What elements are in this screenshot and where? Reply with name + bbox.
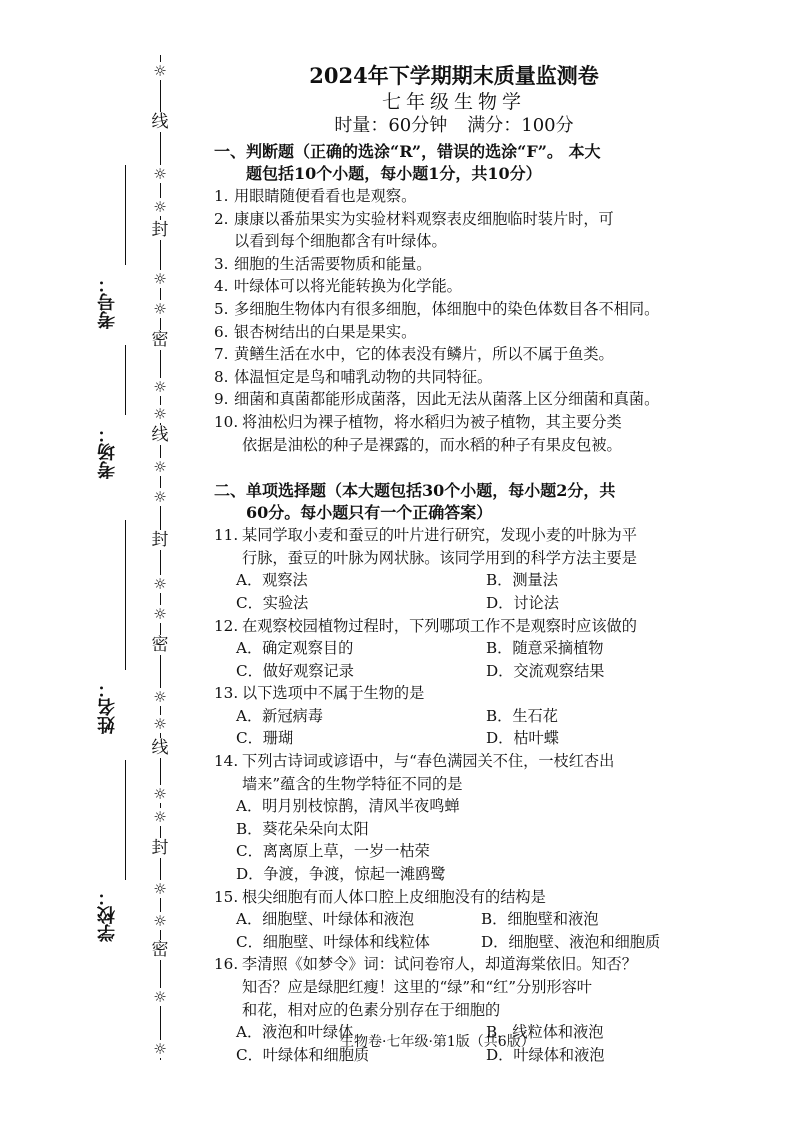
option-c: C．珊瑚 [236, 729, 294, 748]
sun-icon: ☼ [151, 808, 169, 826]
judge-item-5 [214, 298, 694, 321]
time-limit: 时量：60分钟 [334, 115, 448, 136]
question-text: 下列古诗词或谚语中，与“春色满园关不住，一枝红杏出 [242, 752, 615, 771]
option-c: C．实验法 [236, 593, 309, 612]
option-b: B．生石花 [486, 706, 558, 725]
time-and-score [214, 114, 694, 138]
judge-item-3 [214, 253, 694, 276]
subject-line: 七年级生物学 [381, 91, 526, 113]
option-a: A．新冠病毒 [236, 706, 323, 725]
field-exam-room-label: 考场： [97, 425, 118, 479]
sun-icon: ☼ [151, 198, 169, 216]
sun-icon: ☼ [151, 378, 169, 396]
page-footer: 生物卷·七年级·第1版（共6版） [340, 1034, 535, 1050]
question-text: 知否？应是绿肥红瘦！这里的“绿”和“红”分别形容叶 [242, 978, 592, 996]
binding-char-xian-2: 线 [151, 425, 169, 445]
option-c: C．做好观察记录 [236, 661, 354, 680]
question-14-options [214, 795, 694, 885]
binding-char-mi-3: 密 [151, 940, 169, 960]
field-name-label: 姓名： [97, 680, 118, 734]
item-number: 1. [214, 187, 229, 205]
question-12-options [214, 637, 694, 682]
binding-char-xian-3: 线 [151, 738, 169, 758]
field-name-blank [125, 520, 126, 670]
item-text: 细菌和真菌都能形成菌落，因此无法从菌落上区分细菌和真菌。 [234, 390, 660, 409]
field-exam-number-label: 考号： [97, 275, 118, 329]
sun-icon: ☼ [151, 688, 169, 706]
item-number: 4. [214, 277, 229, 296]
question-13-options [214, 705, 694, 750]
judge-item-4 [214, 275, 694, 298]
question-text: 以下选项中不属于生物的是 [242, 684, 425, 703]
sun-icon: ☼ [151, 62, 169, 80]
sun-icon: ☼ [151, 270, 169, 288]
item-text: 体温恒定是鸟和哺乳动物的共同特征。 [234, 367, 493, 386]
item-text: 细胞的生活需要物质和能量。 [234, 254, 432, 273]
field-name [95, 520, 139, 760]
judge-item-9 [214, 388, 694, 411]
item-text: 黄鳝生活在水中，它的体表没有鳞片，所以不属于鱼类。 [234, 345, 614, 364]
question-16 [214, 953, 694, 1021]
sun-icon: ☼ [151, 715, 169, 733]
section-1-heading-line2: 题包括10个小题，每小题1分，共10分） [246, 164, 542, 183]
judge-item-2 [214, 208, 694, 253]
binding-char-feng-2: 封 [151, 530, 169, 550]
item-number: 7. [214, 345, 229, 364]
sun-icon: ☼ [151, 458, 169, 476]
option-a: A．观察法 [236, 571, 308, 590]
sun-icon: ☼ [151, 405, 169, 423]
question-text: 墙来”蕴含的生物学特征不同的是 [242, 774, 463, 793]
sun-icon: ☼ [151, 605, 169, 623]
item-text: 叶绿体可以将光能转换为化学能。 [234, 277, 462, 296]
section-1-heading [214, 141, 694, 185]
section-2-heading-line1: 二、单项选择题（本大题包括30个小题，每小题2分，共 [214, 481, 616, 501]
item-text: 银杏树结出的白果是果实。 [234, 322, 417, 341]
option-b: B．测量法 [486, 571, 558, 590]
sun-icon: ☼ [151, 300, 169, 318]
option-d: D．争渡，争渡，惊起一滩鸥鹭 [236, 865, 446, 884]
option-b: B．随意采摘植物 [486, 639, 604, 658]
sun-icon: ☼ [151, 785, 169, 803]
option-d: D．叶绿体和液泡 [486, 1045, 605, 1064]
question-12 [214, 615, 694, 638]
judge-item-7 [214, 343, 694, 366]
option-c: C．离离原上草，一岁一枯荣 [236, 842, 430, 861]
exam-paper [214, 62, 694, 1066]
sun-icon: ☼ [151, 575, 169, 593]
item-text: 将油松归为裸子植物，将水稻归为被子植物，其主要分类 [242, 412, 622, 431]
option-a: A．确定观察目的 [236, 639, 354, 658]
option-b: B．葵花朵朵向太阳 [236, 819, 369, 838]
item-number: 6. [214, 322, 229, 341]
item-text: 依据是油松的种子是裸露的，而水稻的种子有果皮包被。 [242, 435, 622, 454]
option-c: C．细胞壁、叶绿体和线粒体 [236, 932, 430, 951]
option-d: D．细胞壁、液泡和细胞质 [481, 932, 661, 951]
binding-char-xian-1: 线 [151, 112, 169, 132]
section-2-heading-line2: 60分。每小题只有一个正确答案） [246, 503, 493, 523]
question-text: 和花，相对应的色素分别存在于细胞的 [242, 1000, 501, 1019]
question-text: 行脉，蚕豆的叶脉为网状脉。该同学用到的科学方法主要是 [242, 548, 637, 567]
option-a: A．液泡和叶绿体 [236, 1023, 354, 1042]
question-text: 在观察校园植物过程时，下列哪项工作不是观察时应该做的 [242, 616, 637, 635]
field-school [95, 760, 139, 1000]
question-number: 14. [214, 752, 239, 771]
field-exam-number-blank [125, 165, 126, 265]
question-11 [214, 524, 694, 569]
option-b: B．细胞壁和液泡 [481, 910, 599, 929]
item-number: 9. [214, 390, 229, 409]
sun-icon: ☼ [151, 1040, 169, 1058]
question-text: 某同学取小麦和蚕豆的叶片进行研究，发现小麦的叶脉为平 [242, 526, 637, 545]
judge-item-10 [214, 411, 694, 456]
sun-icon: ☼ [151, 912, 169, 930]
section-1-heading-line1: 一、判断题（正确的选涂“R”，错误的选涂“F”。 本大 [214, 142, 601, 161]
question-number: 13. [214, 684, 239, 703]
page-title: 2024年下学期期末质量监测卷 [309, 63, 599, 88]
field-school-blank [125, 760, 126, 880]
item-number: 5. [214, 299, 229, 318]
option-a: A．明月别枝惊鹊，清风半夜鸣蝉 [236, 797, 460, 816]
item-text: 用眼睛随便看看也是观察。 [234, 187, 417, 205]
question-14 [214, 750, 694, 795]
option-d: D．交流观察结果 [486, 661, 605, 680]
question-number: 16. [214, 955, 239, 974]
item-number: 10. [214, 412, 239, 431]
option-d: D．枯叶蝶 [486, 729, 559, 748]
section-2-heading [214, 480, 694, 524]
full-score: 满分：100分 [467, 115, 574, 136]
item-text: 以看到每个细胞都含有叶绿体。 [234, 232, 447, 251]
question-text: 根尖细胞有而人体口腔上皮细胞没有的结构是 [242, 887, 546, 906]
sun-icon: ☼ [151, 488, 169, 506]
field-exam-room-blank [125, 345, 126, 415]
question-number: 11. [214, 526, 239, 545]
question-11-options [214, 569, 694, 614]
item-text: 多细胞生物体内有很多细胞，体细胞中的染色体数目各不相同。 [234, 299, 660, 318]
question-number: 12. [214, 616, 239, 635]
judge-item-1 [214, 185, 694, 208]
judge-item-8 [214, 366, 694, 389]
question-text: 李清照《如梦令》词：试问卷帘人，却道海棠依旧。知否？ [242, 955, 637, 974]
item-number: 2. [214, 209, 229, 228]
question-13 [214, 682, 694, 705]
judge-item-6 [214, 321, 694, 344]
option-a: A．细胞壁、叶绿体和液泡 [236, 910, 415, 929]
question-number: 15. [214, 887, 239, 906]
item-number: 8. [214, 367, 229, 386]
option-c: C．叶绿体和细胞质 [236, 1045, 370, 1064]
item-text: 康康以番茄果实为实验材料观察表皮细胞临时装片时，可 [234, 209, 614, 228]
sun-icon: ☼ [151, 880, 169, 898]
sun-icon: ☼ [151, 165, 169, 183]
field-school-label: 学校： [97, 888, 118, 942]
question-15-options [214, 908, 694, 953]
item-number: 3. [214, 254, 229, 273]
binding-char-mi-1: 密 [151, 330, 169, 350]
binding-char-feng-1: 封 [151, 220, 169, 240]
option-b: B．线粒体和液泡 [486, 1023, 604, 1042]
binding-char-mi-2: 密 [151, 635, 169, 655]
question-15 [214, 886, 694, 909]
option-d: D．讨论法 [486, 593, 559, 612]
binding-char-feng-3: 封 [151, 838, 169, 858]
sun-icon: ☼ [151, 988, 169, 1006]
